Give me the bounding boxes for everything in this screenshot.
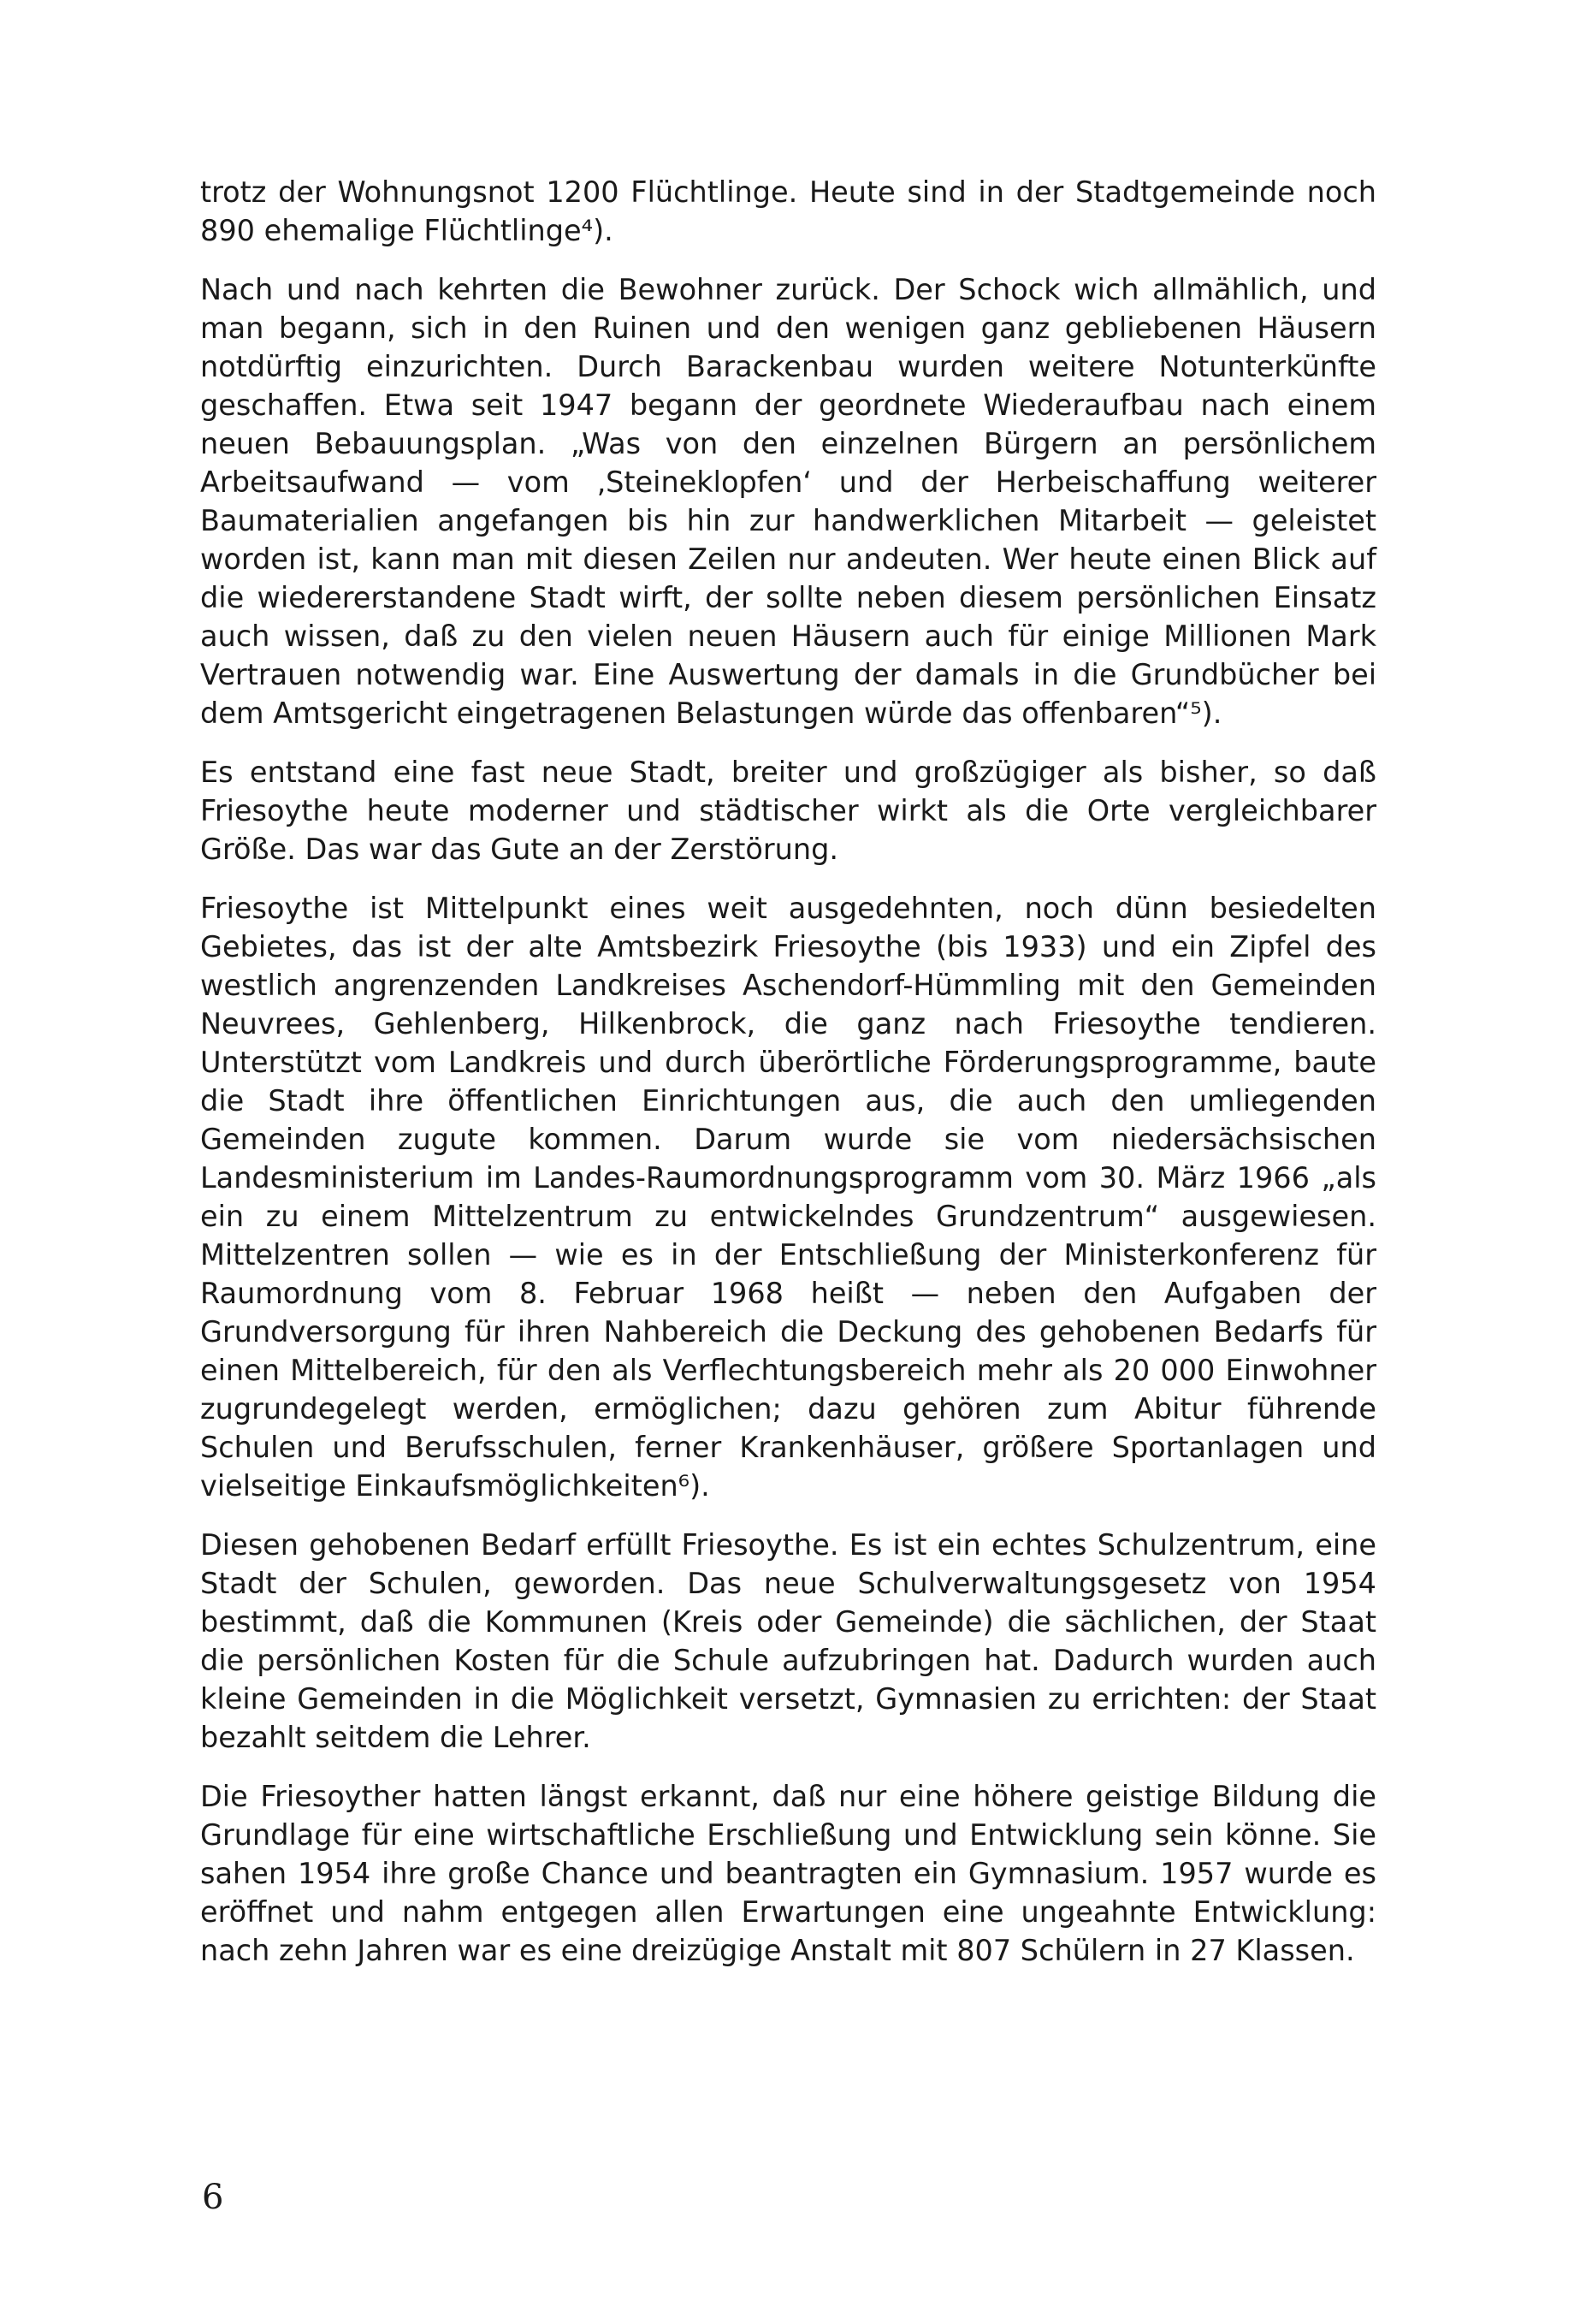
body-text [200, 173, 1376, 1990]
paragraph-2: Nach und nach kehrten die Bewohner zurück. Der Schock wich allmählich, und man begann, sich in den Ruinen und den wenigen ganz gebliebenen Häusern notdürftig einzurichten. Durch Barackenbau wurden weitere Notunterkünfte geschaffen. Etwa seit 1947 begann der geordnete Wiederaufbau nach einem neuen Bebauungsplan. „Was von den einzelnen Bürgern an persönlichem Arbeitsaufwand — vom ‚Steineklopfen‘ und der Herbeischaffung weiterer Baumaterialien angefangen bis hin zur handwerklichen Mitarbeit — geleistet worden ist, kann man mit diesen Zeilen nur andeuten. Wer heute einen Blick auf die wiedererstandene Stadt wirft, der sollte neben diesem persönlichen Einsatz auch wissen, daß zu den vielen neuen Häusern auch für einige Millionen Mark Vertrauen notwendig war. Eine Auswertung der damals in die Grundbücher bei dem Amtsgericht eingetragenen Belastungen würde das offenbaren“⁵). [200, 273, 1376, 730]
paragraph-4: Friesoythe ist Mittelpunkt eines weit ausgedehnten, noch dünn besiedelten Gebietes, das ist der alte Amtsbezirk Friesoythe (bis 1933) und ein Zipfel des westlich angrenzenden Landkreises Aschendorf-Hümmling mit den Gemeinden Neuvrees, Gehlenberg, Hilkenbrock, die ganz nach Friesoythe tendieren. Unterstützt vom Landkreis und durch überörtliche Förderungsprogramme, baute die Stadt ihre öffentlichen Einrichtungen aus, die auch den umliegenden Gemeinden zugute kommen. Darum wurde sie vom niedersächsischen Landesministerium im Landes-Raumordnungsprogramm vom 30. März 1966 „als ein zu einem Mittelzentrum zu entwickelndes Grundzentrum“ ausgewiesen. Mittelzentren sollen — wie es in der Entschließung der Ministerkonferenz für Raumordnung vom 8. Februar 1968 heißt — neben den Aufgaben der Grundversorgung für ihren Nahbereich die Deckung des gehobenen Bedarfs für einen Mittelbereich, für den als Verflechtungsbereich mehr als 20 000 Einwohner zugrundegelegt werden, ermöglichen; dazu gehören zum Abitur führende Schulen und Berufsschulen, ferner Krankenhäuser, größere Sportanlagen und vielseitige Einkaufsmöglichkeiten⁶). [200, 892, 1376, 1503]
paragraph-5: Diesen gehobenen Bedarf erfüllt Friesoythe. Es ist ein echtes Schulzentrum, eine Stadt der Schulen, geworden. Das neue Schulverwaltungsgesetz von 1954 bestimmt, daß die Kommunen (Kreis oder Gemeinde) die sächlichen, der Staat die persönlichen Kosten für die Schule aufzubringen hat. Dadurch wurden auch kleine Gemeinden in die Möglichkeit versetzt, Gymnasien zu errichten: der Staat bezahlt seitdem die Lehrer. [200, 1528, 1376, 1754]
paragraph-3: Es entstand eine fast neue Stadt, breiter und großzügiger als bisher, so daß Friesoythe heute moderner und städtischer wirkt als die Orte vergleichbarer Größe. Das war das Gute an der Zerstörung. [200, 756, 1376, 866]
paragraph-6: Die Friesoyther hatten längst erkannt, daß nur eine höhere geistige Bildung die Grundlage für eine wirtschaftliche Erschließung und Entwicklung sein könne. Sie sahen 1954 ihre große Chance und beantragten ein Gymnasium. 1957 wurde es eröffnet und nahm entgegen allen Erwartungen eine ungeahnte Entwicklung: nach zehn Jahren war es eine dreizügige Anstalt mit 807 Schülern in 27 Klassen. [200, 1780, 1376, 1967]
paragraph-1: trotz der Wohnungsnot 1200 Flüchtlinge. Heute sind in der Stadtgemeinde noch 890 ehemalige Flüchtlinge⁴). [200, 175, 1376, 247]
page-number: 6 [202, 2178, 224, 2217]
